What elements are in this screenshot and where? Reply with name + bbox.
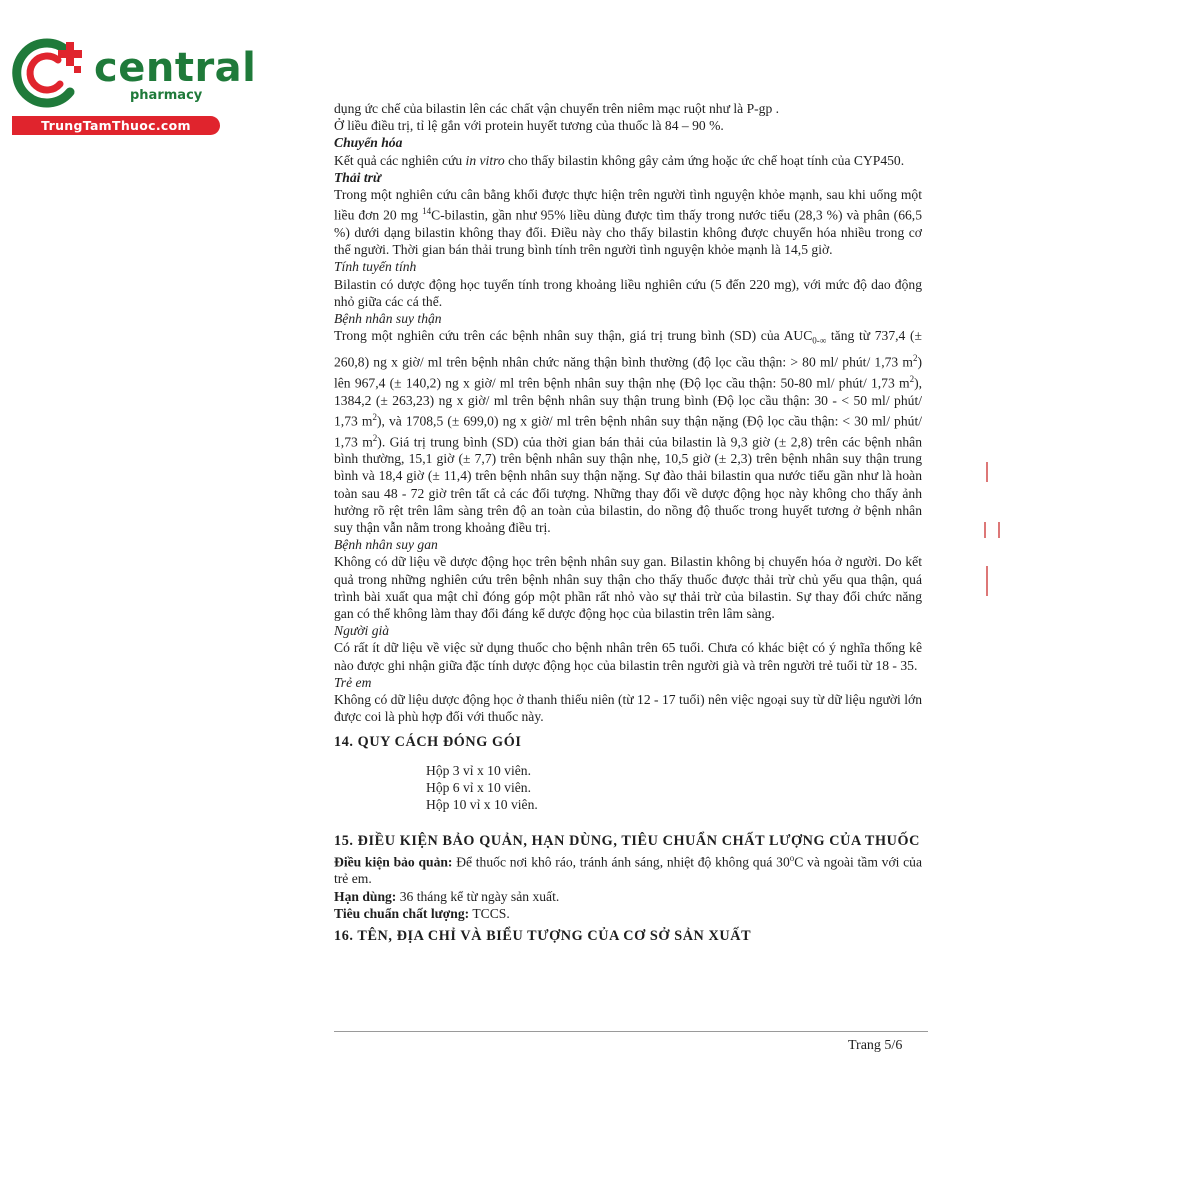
subheading-children: Trẻ em bbox=[334, 674, 372, 690]
paragraph: Không có dữ liệu dược động học ở thanh thiếu niên (từ 12 - 17 tuổi) nên việc ngoại suy từ dữ liệu người lớn được coi là phù hợp đối với thuốc này. bbox=[334, 692, 922, 725]
stamp-fragment-icon bbox=[986, 566, 998, 596]
paragraph: dụng ức chế của bilastin lên các chất vận chuyển trên niêm mạc ruột như là P-gp . bbox=[334, 101, 780, 116]
subheading-elderly: Người già bbox=[334, 623, 390, 639]
paragraph: Ở liều điều trị, tỉ lệ gắn với protein huyết tương của thuốc là 84 – 90 %. bbox=[334, 118, 724, 134]
subheading-renal: Bệnh nhân suy thận bbox=[334, 310, 442, 326]
logo-mark-icon bbox=[10, 36, 92, 114]
stamp-fragment-icon bbox=[986, 462, 998, 482]
storage-line: Điều kiện bảo quản: Để thuốc nơi khô ráo, tránh ánh sáng, nhiệt độ không quá 30$^o$C và ngoài tầm với của trẻ em. bbox=[334, 852, 922, 887]
logo-sub-text: pharmacy bbox=[130, 88, 203, 103]
package-item: Hộp 3 vỉ x 10 viên. bbox=[426, 762, 531, 778]
quality-standard-line: Tiêu chuẩn chất lượng: TCCS. bbox=[334, 905, 510, 921]
logo-site-ribbon: TrungTamThuoc.com bbox=[12, 116, 220, 135]
stamp-fragment-icon bbox=[984, 522, 1000, 538]
section-16-title: 16. TÊN, ĐỊA CHỈ VÀ BIỂU TƯỢNG CỦA CƠ SỞ SẢN XUẤT bbox=[334, 928, 752, 945]
page-number: Trang 5/6 bbox=[848, 1038, 903, 1053]
expiry-line: Hạn dùng: 36 tháng kể từ ngày sản xuất. bbox=[334, 888, 560, 904]
paragraph: Bilastin có dược động học tuyến tính trong khoảng liều nghiên cứu (5 đến 220 mg), với mức độ dao động nhỏ giữa các cá thể. bbox=[334, 276, 922, 309]
section-15-title: 15. ĐIỀU KIỆN BẢO QUẢN, HẠN DÙNG, TIÊU CHUẨN CHẤT LƯỢNG CỦA THUỐC bbox=[334, 832, 920, 849]
paragraph: Kết quả các nghiên cứu in vitro cho thấy bilastin không gây cảm ứng hoặc ức chế hoạt tính của CYP450. bbox=[334, 152, 905, 168]
footer-divider bbox=[334, 1031, 928, 1032]
package-item: Hộp 6 vỉ x 10 viên. bbox=[426, 779, 531, 795]
paragraph: Có rất ít dữ liệu về việc sử dụng thuốc cho bệnh nhân trên 65 tuổi. Chưa có khác biệt có ý nghĩa thống kê nào được ghi nhận giữa đặc tính dược động học của bilastin trên người già và trên người trẻ tuổi từ 18 - 35. bbox=[334, 640, 922, 673]
package-item: Hộp 10 vỉ x 10 viên. bbox=[426, 796, 538, 812]
subheading-metabolism: Chuyển hóa bbox=[334, 135, 403, 151]
paragraph: Trong một nghiên cứu trên các bệnh nhân suy thận, giá trị trung bình (SD) của $AUC_{0-\infty}$ tăng từ 737,4 (± 260,8) ng x giờ/ ml trên bệnh nhân chức năng thận bình thường (độ lọc cầu thận: > 80 ml/ phút/ 1,73 $m^2$) lên 967,4 (± 140,2) ng x giờ/ ml trên bệnh nhân suy thận nhẹ (Độ lọc cầu thận: 50-80 ml/ phút/ 1,73 $m^2$), 1384,2 (± 263,23) ng x giờ/ ml trên bệnh nhân suy thận trung bình (Độ lọc cầu thận: 30 - < 50 ml/ phút/ 1,73 $m^2$), và 1708,5 (± 699,0) ng x giờ/ ml trên bệnh nhân suy thận nặng (Độ lọc cầu thận: < 30 ml/ phút/ 1,73 $m^2$). Giá trị trung bình (SD) của thời gian bán thải của bilastin là 9,3 giờ (± 2,8) trên các bệnh nhân bình thường, 15,1 giờ (± 7,7) trên bệnh nhân suy thận nhẹ, 10,5 giờ (± 2,3) trên bệnh nhân suy thận trung bình và 18,4 giờ (± 11,4) trên bệnh nhân suy thận nặng. Sự đào thải bilastin qua nước tiểu gần như là hoàn toàn sau 48 - 72 giờ trên tất cả các đối tượng. Những thay đổi về dược động học này không cho thấy ảnh hưởng rõ rệt trên lâm sàng trên độ an toàn của bilastin, do nồng độ thuốc trong huyết tương ở bệnh nhân suy thận vẫn nằm trong khoảng điều trị. bbox=[334, 328, 923, 536]
paragraph: Trong một nghiên cứu cân bằng khối được thực hiện trên người tình nguyện khỏe mạnh, sau khi uống một liều đơn 20 mg $^{14}$C-bilastin, gần như 95% liều dùng được tìm thấy trong nước tiểu (28,3 %) và phân (66,5 %) dưới dạng bilastin không thay đổi. Điều này cho thấy bilastin không được chuyển hóa nhiều trong cơ thể người. Thời gian bán thải trung bình tính trên người tình nguyện khỏe mạnh là 14,5 giờ. bbox=[334, 187, 922, 258]
document-body bbox=[334, 100, 922, 945]
logo-brand-text: central bbox=[94, 45, 257, 91]
paragraph: Không có dữ liệu về dược động học trên bệnh nhân suy gan. Bilastin không bị chuyển hóa ở người. Do kết quả trong những nghiên cứu trên bệnh nhân suy thận cho thấy thuốc được thải trừ chủ yếu qua thận, quá trình bài xuất qua mật chỉ đóng góp một phần rất nhỏ vào sự thải trừ của bilastin. Sự thay đổi chức năng gan có thể không làm thay đổi đáng kể dược động học của bilastin trên lâm sàng. bbox=[334, 554, 922, 622]
section-14-title: 14. QUY CÁCH ĐÓNG GÓI bbox=[334, 734, 522, 751]
subheading-elimination: Thải trừ bbox=[334, 169, 382, 185]
central-pharmacy-logo bbox=[10, 36, 257, 136]
subheading-hepatic: Bệnh nhân suy gan bbox=[334, 537, 438, 553]
subheading-linearity: Tính tuyến tính bbox=[334, 259, 417, 275]
